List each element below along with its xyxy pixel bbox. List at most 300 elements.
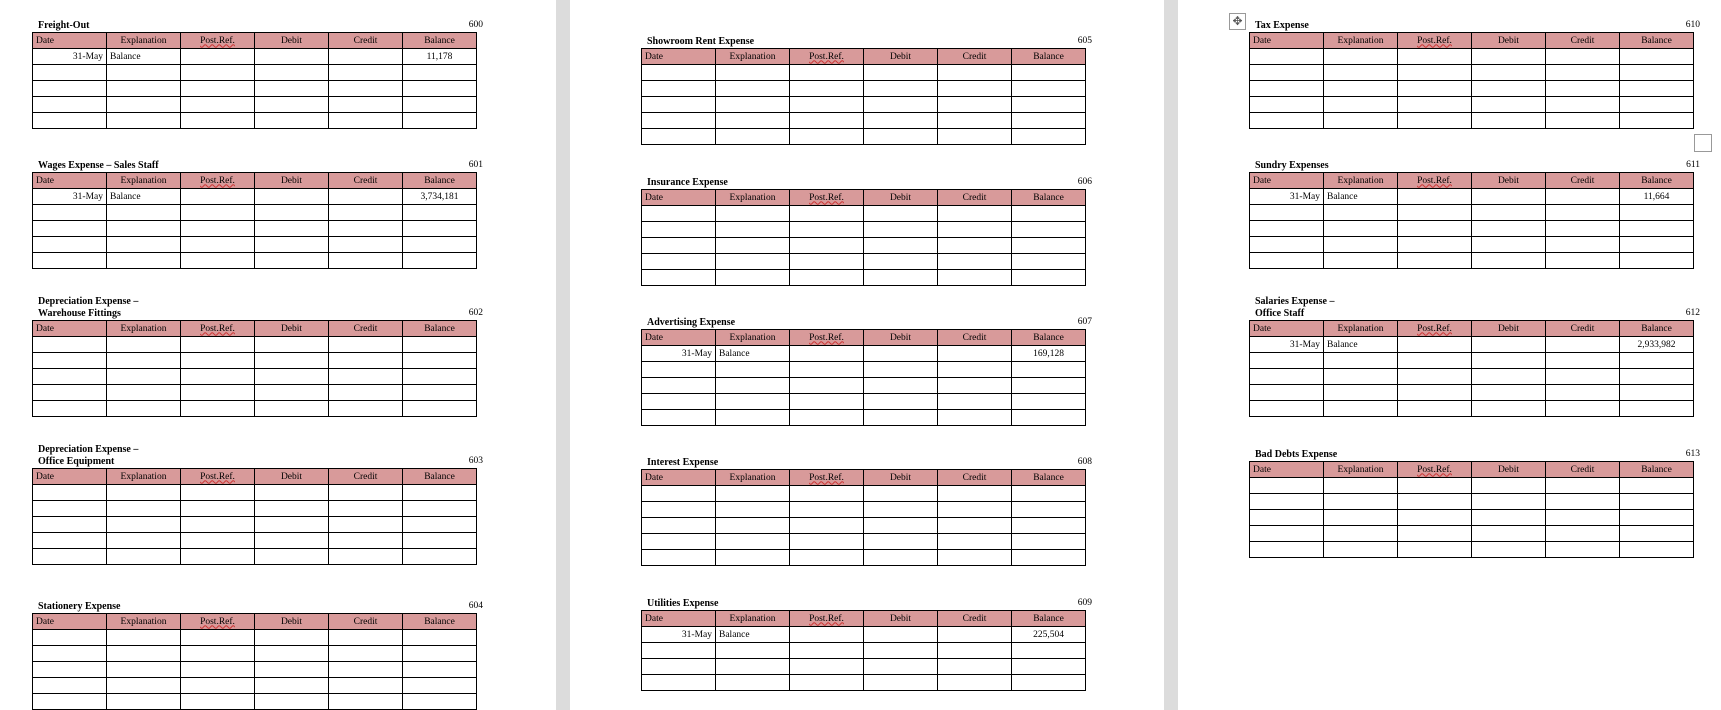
cell-explanation[interactable] [716, 378, 790, 394]
cell-explanation[interactable] [107, 205, 181, 221]
cell-date[interactable] [642, 378, 716, 394]
cell-credit[interactable] [1546, 337, 1620, 353]
cell-postref[interactable] [181, 401, 255, 417]
cell-postref[interactable] [181, 97, 255, 113]
cell-debit[interactable] [864, 534, 938, 550]
cell-credit[interactable] [329, 485, 403, 501]
cell-postref[interactable] [790, 97, 864, 113]
cell-balance[interactable] [1620, 401, 1694, 417]
cell-date[interactable] [33, 81, 107, 97]
cell-debit[interactable] [864, 518, 938, 534]
cell-postref[interactable] [1398, 113, 1472, 129]
cell-debit[interactable] [1472, 237, 1546, 253]
cell-credit[interactable] [938, 346, 1012, 362]
cell-date[interactable] [33, 253, 107, 269]
cell-explanation[interactable] [107, 113, 181, 129]
cell-date[interactable] [642, 675, 716, 691]
cell-balance[interactable] [1012, 270, 1086, 286]
cell-balance[interactable] [403, 630, 477, 646]
cell-credit[interactable] [1546, 189, 1620, 205]
cell-balance[interactable] [403, 501, 477, 517]
cell-credit[interactable] [938, 113, 1012, 129]
cell-balance[interactable] [403, 205, 477, 221]
cell-explanation[interactable] [107, 65, 181, 81]
cell-balance[interactable] [403, 337, 477, 353]
cell-credit[interactable] [329, 353, 403, 369]
cell-postref[interactable] [181, 237, 255, 253]
cell-date[interactable] [33, 662, 107, 678]
cell-credit[interactable] [1546, 237, 1620, 253]
cell-date[interactable] [642, 270, 716, 286]
cell-credit[interactable] [938, 534, 1012, 550]
cell-balance[interactable] [1012, 222, 1086, 238]
cell-balance[interactable] [403, 533, 477, 549]
cell-date[interactable] [33, 205, 107, 221]
cell-postref[interactable] [1398, 478, 1472, 494]
cell-debit[interactable] [864, 81, 938, 97]
cell-date[interactable] [33, 369, 107, 385]
cell-date[interactable]: 31-May [642, 346, 716, 362]
cell-debit[interactable] [864, 378, 938, 394]
cell-date[interactable]: 31-May [33, 189, 107, 205]
cell-postref[interactable] [790, 627, 864, 643]
cell-debit[interactable] [864, 254, 938, 270]
cell-credit[interactable] [938, 643, 1012, 659]
cell-postref[interactable] [181, 253, 255, 269]
cell-date[interactable]: 31-May [1250, 189, 1324, 205]
cell-date[interactable] [642, 518, 716, 534]
cell-explanation[interactable]: Balance [107, 49, 181, 65]
cell-balance[interactable] [403, 678, 477, 694]
cell-debit[interactable] [1472, 353, 1546, 369]
cell-balance[interactable]: 11,178 [403, 49, 477, 65]
cell-explanation[interactable] [716, 270, 790, 286]
cell-debit[interactable] [864, 129, 938, 145]
cell-balance[interactable] [1012, 534, 1086, 550]
cell-postref[interactable] [181, 205, 255, 221]
cell-debit[interactable] [255, 694, 329, 710]
cell-credit[interactable] [329, 385, 403, 401]
cell-date[interactable] [642, 486, 716, 502]
cell-credit[interactable] [938, 518, 1012, 534]
cell-explanation[interactable] [716, 659, 790, 675]
cell-credit[interactable] [1546, 478, 1620, 494]
cell-debit[interactable] [864, 627, 938, 643]
cell-explanation[interactable] [107, 678, 181, 694]
cell-date[interactable] [1250, 221, 1324, 237]
cell-postref[interactable] [790, 518, 864, 534]
cell-debit[interactable] [255, 401, 329, 417]
cell-credit[interactable] [938, 206, 1012, 222]
cell-date[interactable] [642, 550, 716, 566]
cell-explanation[interactable] [107, 662, 181, 678]
cell-date[interactable] [33, 646, 107, 662]
cell-postref[interactable] [790, 238, 864, 254]
cell-debit[interactable] [255, 97, 329, 113]
cell-postref[interactable] [790, 113, 864, 129]
cell-balance[interactable] [1620, 542, 1694, 558]
cell-date[interactable] [642, 659, 716, 675]
cell-credit[interactable] [938, 362, 1012, 378]
ledger-table[interactable] [641, 48, 1086, 145]
cell-date[interactable] [1250, 526, 1324, 542]
cell-explanation[interactable] [107, 485, 181, 501]
cell-postref[interactable] [790, 550, 864, 566]
cell-debit[interactable] [1472, 189, 1546, 205]
cell-postref[interactable] [181, 646, 255, 662]
cell-date[interactable] [33, 113, 107, 129]
cell-debit[interactable] [864, 502, 938, 518]
cell-postref[interactable] [790, 254, 864, 270]
cell-explanation[interactable] [716, 65, 790, 81]
cell-date[interactable] [642, 254, 716, 270]
cell-debit[interactable] [1472, 385, 1546, 401]
cell-explanation[interactable] [716, 486, 790, 502]
cell-balance[interactable] [403, 353, 477, 369]
cell-postref[interactable] [790, 643, 864, 659]
cell-explanation[interactable] [107, 694, 181, 710]
cell-explanation[interactable]: Balance [107, 189, 181, 205]
cell-balance[interactable] [403, 253, 477, 269]
cell-postref[interactable] [790, 206, 864, 222]
cell-debit[interactable] [1472, 401, 1546, 417]
cell-debit[interactable] [255, 385, 329, 401]
cell-date[interactable] [33, 533, 107, 549]
cell-postref[interactable] [181, 533, 255, 549]
cell-postref[interactable] [790, 659, 864, 675]
cell-balance[interactable] [1620, 113, 1694, 129]
cell-credit[interactable] [938, 81, 1012, 97]
cell-balance[interactable] [1620, 65, 1694, 81]
cell-credit[interactable] [938, 486, 1012, 502]
cell-debit[interactable] [1472, 542, 1546, 558]
cell-explanation[interactable] [107, 549, 181, 565]
cell-postref[interactable] [790, 81, 864, 97]
cell-debit[interactable] [255, 517, 329, 533]
cell-credit[interactable] [329, 189, 403, 205]
cell-explanation[interactable] [1324, 253, 1398, 269]
cell-explanation[interactable] [1324, 353, 1398, 369]
cell-date[interactable] [1250, 237, 1324, 253]
cell-explanation[interactable] [1324, 526, 1398, 542]
cell-balance[interactable] [1620, 221, 1694, 237]
cell-postref[interactable] [790, 534, 864, 550]
cell-explanation[interactable] [716, 394, 790, 410]
cell-explanation[interactable] [1324, 221, 1398, 237]
cell-date[interactable] [33, 221, 107, 237]
cell-postref[interactable] [181, 49, 255, 65]
cell-explanation[interactable] [107, 237, 181, 253]
cell-debit[interactable] [1472, 81, 1546, 97]
cell-credit[interactable] [1546, 253, 1620, 269]
cell-explanation[interactable] [107, 533, 181, 549]
cell-date[interactable] [642, 129, 716, 145]
cell-credit[interactable] [938, 254, 1012, 270]
cell-postref[interactable] [181, 630, 255, 646]
cell-postref[interactable] [181, 517, 255, 533]
cell-debit[interactable] [864, 550, 938, 566]
cell-postref[interactable] [181, 65, 255, 81]
cell-explanation[interactable] [716, 206, 790, 222]
cell-date[interactable] [642, 643, 716, 659]
cell-postref[interactable] [1398, 65, 1472, 81]
cell-debit[interactable] [255, 549, 329, 565]
cell-balance[interactable]: 169,128 [1012, 346, 1086, 362]
cell-balance[interactable] [1620, 526, 1694, 542]
cell-date[interactable] [33, 694, 107, 710]
cell-postref[interactable] [181, 385, 255, 401]
cell-postref[interactable] [1398, 97, 1472, 113]
cell-postref[interactable] [181, 337, 255, 353]
cell-explanation[interactable] [1324, 369, 1398, 385]
cell-postref[interactable] [1398, 337, 1472, 353]
cell-credit[interactable] [938, 65, 1012, 81]
cell-postref[interactable] [790, 410, 864, 426]
cell-postref[interactable] [1398, 353, 1472, 369]
cell-explanation[interactable] [716, 222, 790, 238]
cell-debit[interactable] [864, 675, 938, 691]
cell-debit[interactable] [864, 238, 938, 254]
cell-credit[interactable] [938, 222, 1012, 238]
cell-date[interactable] [642, 394, 716, 410]
cell-credit[interactable] [1546, 221, 1620, 237]
cell-credit[interactable] [1546, 65, 1620, 81]
cell-explanation[interactable] [716, 502, 790, 518]
cell-date[interactable] [642, 534, 716, 550]
cell-date[interactable] [642, 206, 716, 222]
cell-date[interactable] [33, 485, 107, 501]
cell-date[interactable] [1250, 369, 1324, 385]
cell-balance[interactable] [1620, 494, 1694, 510]
cell-balance[interactable] [1012, 394, 1086, 410]
cell-explanation[interactable] [107, 253, 181, 269]
cell-debit[interactable] [255, 189, 329, 205]
cell-balance[interactable]: 3,734,181 [403, 189, 477, 205]
cell-date[interactable] [1250, 510, 1324, 526]
cell-explanation[interactable] [1324, 510, 1398, 526]
cell-debit[interactable] [864, 410, 938, 426]
cell-debit[interactable] [255, 205, 329, 221]
cell-date[interactable] [642, 65, 716, 81]
cell-date[interactable] [33, 385, 107, 401]
cell-balance[interactable] [403, 237, 477, 253]
cell-debit[interactable] [1472, 526, 1546, 542]
cell-date[interactable] [33, 337, 107, 353]
cell-date[interactable] [642, 113, 716, 129]
cell-postref[interactable] [790, 222, 864, 238]
cell-balance[interactable] [1012, 378, 1086, 394]
cell-postref[interactable] [181, 113, 255, 129]
cell-credit[interactable] [1546, 81, 1620, 97]
cell-credit[interactable] [938, 410, 1012, 426]
cell-balance[interactable] [1012, 659, 1086, 675]
cell-postref[interactable] [181, 501, 255, 517]
cell-debit[interactable] [255, 533, 329, 549]
cell-credit[interactable] [938, 129, 1012, 145]
cell-debit[interactable] [255, 49, 329, 65]
cell-debit[interactable] [864, 65, 938, 81]
cell-balance[interactable] [403, 517, 477, 533]
cell-debit[interactable] [864, 362, 938, 378]
cell-date[interactable] [1250, 478, 1324, 494]
cell-postref[interactable] [790, 502, 864, 518]
cell-date[interactable] [1250, 385, 1324, 401]
cell-balance[interactable] [403, 662, 477, 678]
cell-postref[interactable] [790, 346, 864, 362]
cell-credit[interactable] [329, 501, 403, 517]
cell-balance[interactable] [403, 113, 477, 129]
ledger-table[interactable] [641, 329, 1086, 426]
ledger-table[interactable] [1249, 461, 1694, 558]
cell-credit[interactable] [329, 205, 403, 221]
cell-date[interactable] [1250, 401, 1324, 417]
cell-date[interactable] [1250, 205, 1324, 221]
cell-date[interactable] [33, 97, 107, 113]
cell-debit[interactable] [864, 643, 938, 659]
cell-explanation[interactable]: Balance [1324, 337, 1398, 353]
ledger-table[interactable] [32, 613, 477, 710]
cell-postref[interactable] [1398, 542, 1472, 558]
cell-credit[interactable] [329, 221, 403, 237]
cell-date[interactable]: 31-May [1250, 337, 1324, 353]
cell-date[interactable] [642, 97, 716, 113]
cell-postref[interactable] [790, 675, 864, 691]
cell-explanation[interactable] [1324, 401, 1398, 417]
cell-date[interactable] [1250, 494, 1324, 510]
cell-credit[interactable] [329, 97, 403, 113]
cell-balance[interactable] [1620, 253, 1694, 269]
cell-balance[interactable] [1620, 510, 1694, 526]
cell-debit[interactable] [255, 369, 329, 385]
cell-balance[interactable] [1012, 254, 1086, 270]
cell-balance[interactable] [1620, 237, 1694, 253]
cell-balance[interactable] [1012, 502, 1086, 518]
cell-debit[interactable] [1472, 494, 1546, 510]
cell-explanation[interactable] [1324, 478, 1398, 494]
cell-postref[interactable] [181, 662, 255, 678]
cell-credit[interactable] [938, 627, 1012, 643]
cell-balance[interactable] [1620, 353, 1694, 369]
cell-explanation[interactable] [716, 643, 790, 659]
cell-date[interactable] [1250, 97, 1324, 113]
cell-balance[interactable] [403, 81, 477, 97]
cell-date[interactable] [1250, 253, 1324, 269]
cell-explanation[interactable] [107, 337, 181, 353]
cell-date[interactable] [1250, 49, 1324, 65]
cell-debit[interactable] [1472, 221, 1546, 237]
cell-debit[interactable] [255, 662, 329, 678]
cell-explanation[interactable] [1324, 237, 1398, 253]
cell-balance[interactable] [1012, 129, 1086, 145]
cell-date[interactable] [33, 630, 107, 646]
cell-credit[interactable] [329, 630, 403, 646]
cell-debit[interactable] [255, 501, 329, 517]
cell-explanation[interactable] [107, 401, 181, 417]
cell-debit[interactable] [864, 222, 938, 238]
cell-credit[interactable] [329, 678, 403, 694]
cell-debit[interactable] [864, 206, 938, 222]
cell-debit[interactable] [1472, 510, 1546, 526]
cell-balance[interactable]: 11,664 [1620, 189, 1694, 205]
cell-balance[interactable] [1012, 518, 1086, 534]
cell-explanation[interactable] [716, 113, 790, 129]
cell-credit[interactable] [1546, 401, 1620, 417]
ledger-table[interactable] [1249, 320, 1694, 417]
cell-balance[interactable] [1012, 675, 1086, 691]
cell-explanation[interactable] [107, 385, 181, 401]
cell-postref[interactable] [1398, 494, 1472, 510]
cell-debit[interactable] [864, 270, 938, 286]
cell-credit[interactable] [329, 401, 403, 417]
cell-debit[interactable] [1472, 478, 1546, 494]
cell-balance[interactable] [403, 385, 477, 401]
cell-debit[interactable] [255, 485, 329, 501]
cell-postref[interactable] [181, 369, 255, 385]
cell-balance[interactable] [403, 221, 477, 237]
cell-credit[interactable] [329, 549, 403, 565]
cell-balance[interactable] [1012, 81, 1086, 97]
cell-postref[interactable] [1398, 253, 1472, 269]
cell-date[interactable] [33, 401, 107, 417]
ledger-table[interactable] [1249, 32, 1694, 129]
cell-date[interactable] [33, 678, 107, 694]
cell-date[interactable] [1250, 81, 1324, 97]
cell-balance[interactable] [1012, 643, 1086, 659]
cell-postref[interactable] [790, 362, 864, 378]
cell-debit[interactable] [255, 237, 329, 253]
ledger-table[interactable] [641, 469, 1086, 566]
cell-credit[interactable] [1546, 542, 1620, 558]
cell-credit[interactable] [329, 646, 403, 662]
cell-postref[interactable] [1398, 526, 1472, 542]
cell-balance[interactable] [1620, 478, 1694, 494]
cell-debit[interactable] [255, 221, 329, 237]
cell-date[interactable] [642, 502, 716, 518]
cell-postref[interactable] [181, 678, 255, 694]
cell-debit[interactable] [255, 630, 329, 646]
cell-explanation[interactable] [1324, 65, 1398, 81]
cell-balance[interactable] [1012, 486, 1086, 502]
cell-explanation[interactable] [1324, 205, 1398, 221]
cell-credit[interactable] [1546, 97, 1620, 113]
cell-credit[interactable] [1546, 494, 1620, 510]
cell-balance[interactable] [1012, 550, 1086, 566]
cell-credit[interactable] [938, 270, 1012, 286]
cell-balance[interactable] [1620, 369, 1694, 385]
cell-explanation[interactable] [716, 550, 790, 566]
cell-date[interactable] [33, 549, 107, 565]
cell-postref[interactable] [1398, 49, 1472, 65]
cell-explanation[interactable] [107, 630, 181, 646]
cell-explanation[interactable] [716, 254, 790, 270]
cell-balance[interactable] [403, 65, 477, 81]
cell-credit[interactable] [938, 378, 1012, 394]
cell-explanation[interactable]: Balance [1324, 189, 1398, 205]
cell-postref[interactable] [1398, 510, 1472, 526]
cell-balance[interactable] [403, 97, 477, 113]
cell-credit[interactable] [329, 113, 403, 129]
cell-explanation[interactable]: Balance [716, 627, 790, 643]
cell-credit[interactable] [1546, 353, 1620, 369]
cell-date[interactable] [33, 237, 107, 253]
cell-date[interactable] [642, 222, 716, 238]
cell-balance[interactable] [1620, 97, 1694, 113]
cell-credit[interactable] [1546, 510, 1620, 526]
cell-credit[interactable] [329, 694, 403, 710]
cell-postref[interactable] [1398, 81, 1472, 97]
cell-balance[interactable] [1012, 410, 1086, 426]
cell-debit[interactable] [255, 253, 329, 269]
